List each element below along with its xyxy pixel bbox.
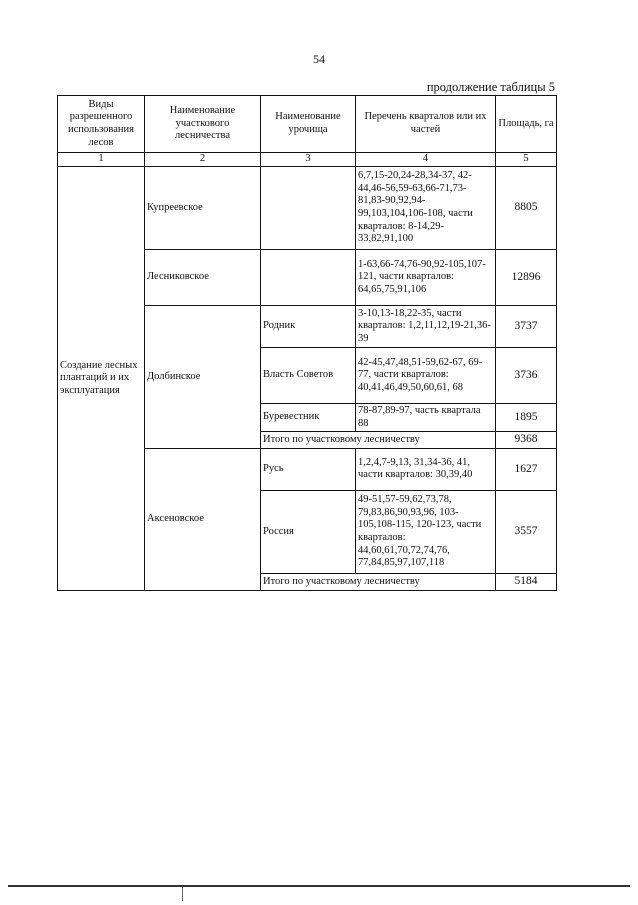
forestry-name: Купреевское xyxy=(145,167,261,250)
column-number: 4 xyxy=(356,153,496,167)
column-number: 3 xyxy=(261,153,356,167)
area-value: 12896 xyxy=(496,250,557,306)
page-number: 54 xyxy=(313,52,325,66)
header-area: Площадь, га xyxy=(496,96,557,153)
subtotal-area: 5184 xyxy=(496,573,557,590)
forestry-name: Аксеновское xyxy=(145,448,261,590)
forestry-name: Лесниковское xyxy=(145,250,261,306)
area-value: 1895 xyxy=(496,404,557,432)
forestry-name: Долбинское xyxy=(145,306,261,449)
quarters-list: 1-63,66-74,76-90,92-105,107-121, части кварталов: 64,65,75,91,106 xyxy=(356,250,496,306)
quarters-list: 49-51,57-59,62,73,78, 79,83,86,90,93,96, 103-105,108-115, 120-123, части кварталов: 44,60,61,70,72,74,76, 77,84,85,97,107,118 xyxy=(356,490,496,573)
column-number-row xyxy=(58,153,557,167)
header-forestry: Наименование участкового лесничества xyxy=(145,96,261,153)
tract-name: Буревестник xyxy=(261,404,356,432)
quarters-list: 78-87,89-97, часть квартала 88 xyxy=(356,404,496,432)
column-number: 1 xyxy=(58,153,145,167)
area-value: 3557 xyxy=(496,490,557,573)
table-row xyxy=(58,167,557,250)
area-value: 3737 xyxy=(496,306,557,348)
tract-name: Россия xyxy=(261,490,356,573)
header-use-type: Виды разрешенного использования лесов xyxy=(58,96,145,153)
tract-name: Русь xyxy=(261,448,356,490)
subtotal-area: 9368 xyxy=(496,432,557,449)
header-row xyxy=(58,96,557,153)
tract-name xyxy=(261,167,356,250)
quarters-list: 42-45,47,48,51-59,62-67, 69-77, части кварталов: 40,41,46,49,50,60,61, 68 xyxy=(356,348,496,404)
table-continuation-label: продолжение таблицы 5 xyxy=(426,80,555,94)
area-value: 8805 xyxy=(496,167,557,250)
column-number: 2 xyxy=(145,153,261,167)
column-number: 5 xyxy=(496,153,557,167)
header-quarters: Перечень кварталов или их частей xyxy=(356,96,496,153)
use-type-cell: Создание лесных плантаций и их эксплуатация xyxy=(58,167,145,591)
quarters-list: 6,7,15-20,24-28,34-37, 42-44,46-56,59-63,66-71,73-81,83-90,92,94-99,103,104,106-108, части кварталов: 8-14,29- 33,82,91,100 xyxy=(356,167,496,250)
scan-edge-tick xyxy=(182,887,183,901)
header-tract: Наименование урочища xyxy=(261,96,356,153)
subtotal-label: Итого по участковому лесничеству xyxy=(261,432,496,449)
tract-name: Родник xyxy=(261,306,356,348)
area-value: 1627 xyxy=(496,448,557,490)
forest-use-table xyxy=(57,95,557,591)
scan-edge-line xyxy=(8,885,630,887)
quarters-list: 1,2,4,7-9,13, 31,34-36, 41, части кварталов: 30,39,40 xyxy=(356,448,496,490)
subtotal-label: Итого по участковому лесничеству xyxy=(261,573,496,590)
area-value: 3736 xyxy=(496,348,557,404)
quarters-list: 3-10,13-18,22-35, части кварталов: 1,2,11,12,19-21,36-39 xyxy=(356,306,496,348)
tract-name: Власть Советов xyxy=(261,348,356,404)
tract-name xyxy=(261,250,356,306)
